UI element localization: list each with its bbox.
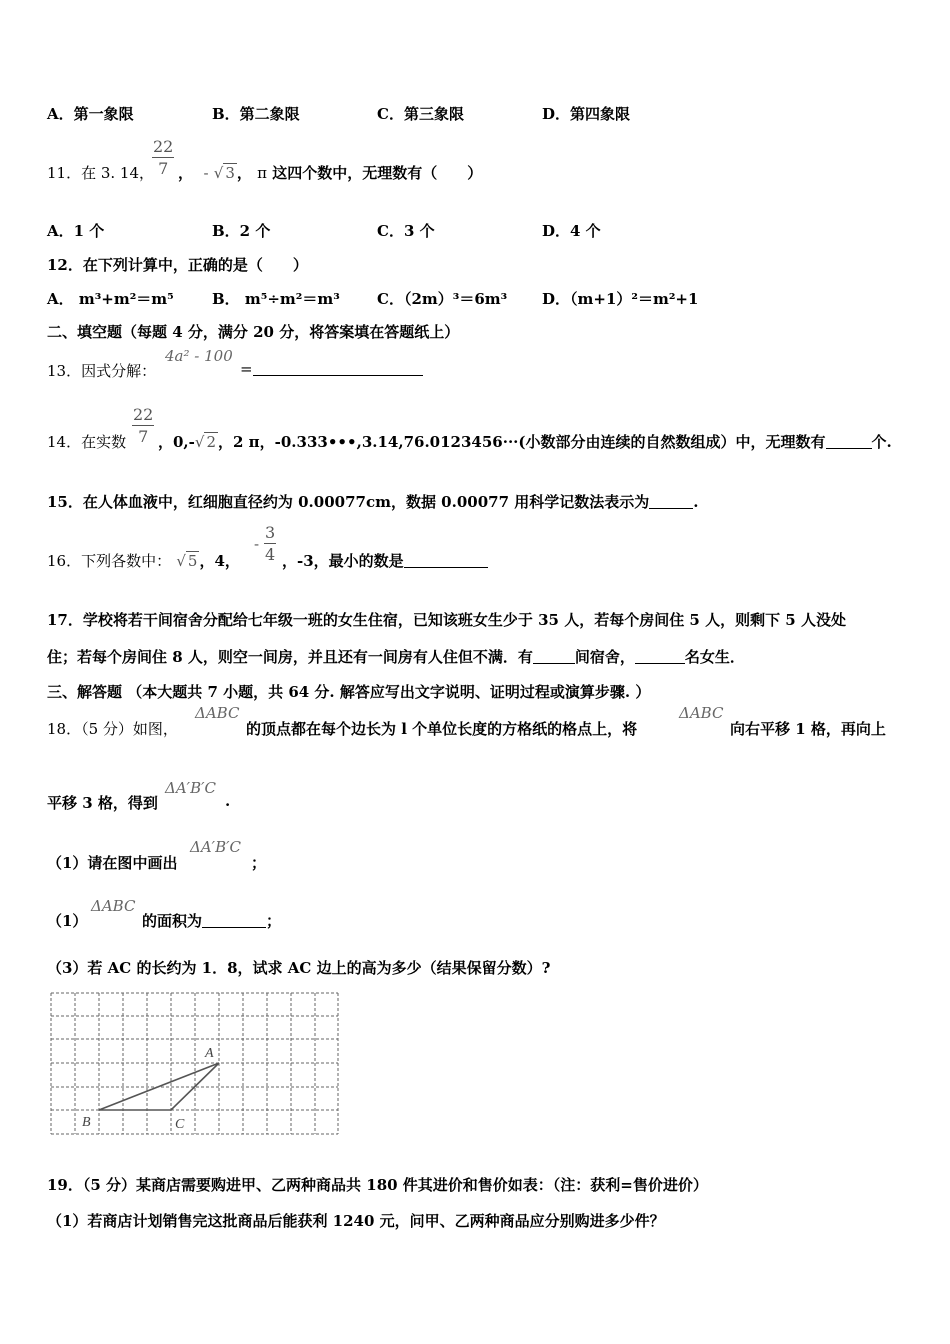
q16-rest: ，-3，最小的数是 [282, 550, 488, 571]
q18-mid-1: 的顶点都在每个边长为 l 个单位长度的方格纸的格点上，将 [246, 720, 638, 738]
q12-option-c: C．（2m）³＝6m³ [377, 290, 508, 308]
q16-prefix: 16．下列各数中： √ 5 ，4， [47, 552, 240, 570]
q18-part-1: （1）请在图中画出 [47, 854, 178, 872]
q11-sqrt: √ 3 [213, 164, 235, 182]
q14-rest: ，0,-√ 2 ，2 π，-0.333•••,3.14,76.0123456···(小数部分由连续的自然数组成）中，无理数有 个. [158, 433, 892, 451]
grid-lines [51, 993, 338, 1134]
q18-triangle-abc-2: ΔABC [679, 704, 724, 722]
q18-part-2-triangle: ΔABC [91, 897, 136, 915]
q12-option-b: B． m⁵÷m²＝m³ [212, 290, 340, 308]
q15-stem: 15．在人体血液中，红细胞直径约为 0.00077cm，数据 0.00077 用科学记数法表示为 . [47, 493, 699, 511]
q12-stem: 12．在下列计算中，正确的是（ ） [47, 256, 308, 274]
q16-neg-sign: - [254, 535, 260, 553]
q16-blank [404, 553, 488, 568]
q11-option-b: B．2 个 [212, 222, 271, 240]
q11-neg-sign: - [203, 164, 209, 182]
q10-option-c: C．第三象限 [377, 105, 464, 123]
q18-grid-figure [49, 991, 340, 1137]
q19-part-1: （1）若商店计划销售完这批商品后能获利 1240 元，问甲、乙两种商品应分别购进多少件？ [47, 1212, 665, 1230]
q18-mid-2: 向右平移 1 格，再向上 [730, 720, 886, 738]
q12-option-a: A． m³+m²＝m⁵ [47, 290, 174, 308]
q15-blank [649, 494, 693, 509]
q18-triangle-prime: ΔA′B′C [165, 779, 216, 797]
q11-option-c: C．3 个 [377, 222, 435, 240]
q18-part-2-rest: 的面积为 ； [142, 912, 282, 930]
label-c: C [175, 1117, 185, 1132]
q13-stem: 13．因式分解： [47, 362, 157, 380]
q11-option-d: D．4 个 [542, 222, 601, 240]
section-2-heading: 二、填空题（每题 4 分，满分 20 分，将答案填在答题纸上） [47, 323, 460, 341]
label-b: B [82, 1115, 91, 1130]
q13-answer: = [240, 360, 423, 378]
q16-sqrt: √ 5 [176, 552, 198, 570]
q17-blank-students [635, 649, 685, 664]
q18-triangle-abc: ΔABC [195, 704, 240, 722]
q13-expression: 4a² - 100 [165, 347, 233, 365]
q16-fraction: $\frac{3}{4}$ [265, 523, 276, 564]
q11-rest: ， - √ 3 ， π 这四个数中，无理数有（ ） [178, 164, 483, 182]
q18-line-2: 平移 3 格，得到 [47, 794, 158, 812]
q11-option-a: A．1 个 [47, 222, 105, 240]
q14-blank [826, 434, 872, 449]
q18-part-3: （3）若 AC 的长约为 1．8，试求 AC 边上的高为多少（结果保留分数）? [47, 959, 551, 977]
q18-line-2-dot: . [225, 792, 231, 810]
section-3-heading: 三、解答题 （本大题共 7 小题，共 64 分. 解答应写出文字说明、证明过程或演算步骤. ） [47, 683, 651, 701]
q14-sqrt: √ 2 [194, 433, 216, 451]
q10-option-d: D．第四象限 [542, 105, 631, 123]
q18-area-blank [202, 913, 266, 928]
q18-part-1-end: ； [251, 854, 267, 872]
q18-part-1-triangle: ΔA′B′C [190, 838, 241, 856]
q18-grid-svg [49, 991, 340, 1137]
q19-stem: 19．（5 分）某商店需要购进甲、乙两种商品共 180 件其进价和售价如表：（注：获利=售价进价） [47, 1176, 708, 1194]
q18-part-2: （1） [47, 912, 88, 930]
q14-fraction: $\frac{22}{7}$ [133, 405, 154, 446]
q11-fraction: $\frac{22}{7}$ [153, 137, 174, 178]
q17-line-2: 住；若每个房间住 8 人，则空一间房，并且还有一间房有人住但不满．有 间宿舍， 名女生． [47, 648, 745, 666]
q10-option-a: A．第一象限 [47, 105, 134, 123]
q13-blank [253, 361, 423, 376]
q18-prefix: 18．（5 分）如图， [47, 720, 178, 738]
q17-blank-rooms [533, 649, 575, 664]
q17-line-1: 17．学校将若干间宿舍分配给七年级一班的女生住宿，已知该班女生少于 35 人，若每个房间住 5 人，则剩下 5 人没处 [47, 611, 846, 629]
q12-option-d: D．（m+1）²＝m²+1 [542, 290, 699, 308]
label-a: A [205, 1046, 214, 1061]
q10-option-b: B．第二象限 [212, 105, 300, 123]
q11-stem: 11．在 3. 14， [47, 164, 155, 182]
q14-prefix: 14．在实数 [47, 433, 127, 451]
